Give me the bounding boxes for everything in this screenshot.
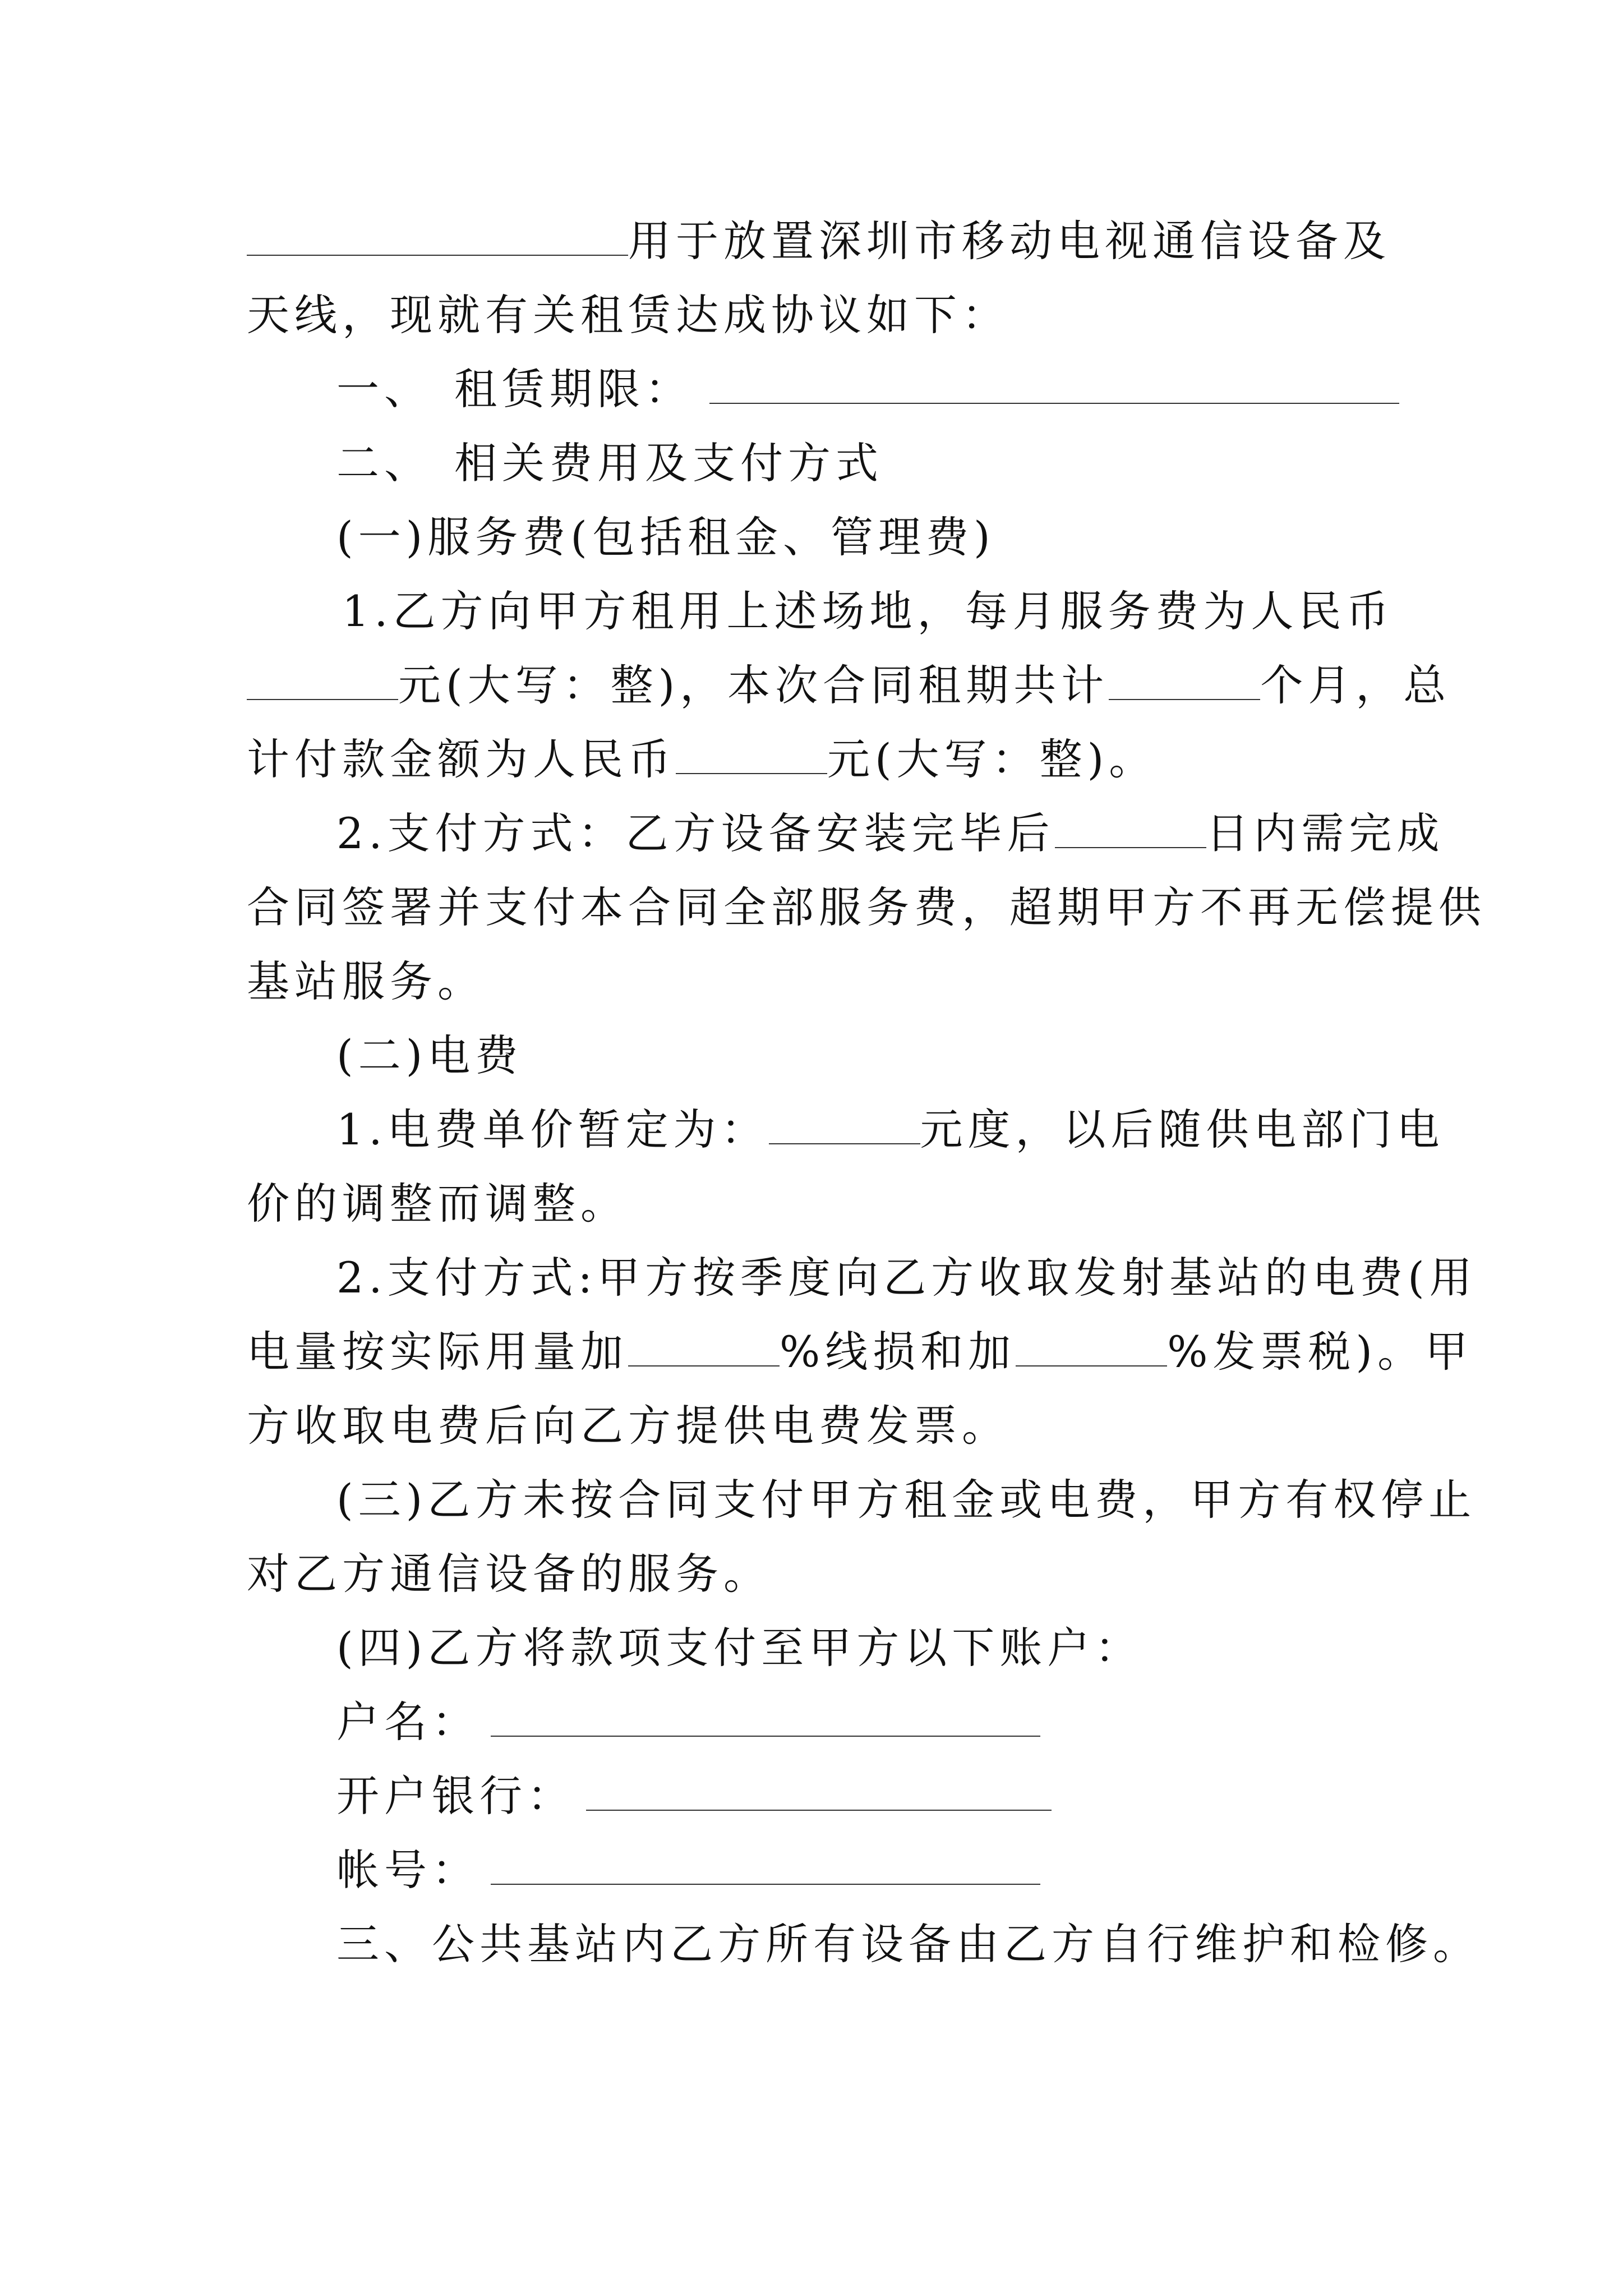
section-heading-1 xyxy=(336,361,1475,417)
fill-blank-unit-price[interactable] xyxy=(769,1106,920,1144)
text-line-6: 1.乙方向甲方租用上述场地，每月服务费为人民币 xyxy=(342,586,1394,636)
text-line-11: 基站服务。 xyxy=(247,956,485,1006)
text-segment: 元(大写：整)，本次合同租期共计 xyxy=(398,660,1109,710)
fill-blank-days[interactable] xyxy=(1055,810,1206,848)
text-segment: %发票税)。甲 xyxy=(1167,1327,1473,1377)
subsection-heading-electricity: (二)电费 xyxy=(336,1030,523,1080)
text-line-9 xyxy=(336,806,1475,862)
section-number: 一、 xyxy=(336,364,432,414)
text-segment: 个月，总 xyxy=(1260,660,1451,710)
text-line-15: 2.支付方式:甲方按季度向乙方收取发射基站的电费(用 xyxy=(336,1253,1477,1303)
text-line-8 xyxy=(247,731,1385,788)
bank-row xyxy=(336,1768,1475,1824)
section-title: 租赁期限： xyxy=(454,364,693,414)
bank-label: 开户银行： xyxy=(336,1771,575,1821)
text-segment: 1.电费单价暂定为： xyxy=(336,1105,769,1154)
text-line-20: (四)乙方将款项支付至甲方以下账户： xyxy=(336,1623,1143,1673)
bank-field[interactable] xyxy=(586,1773,1052,1811)
text-segment: 电量按实际用量加 xyxy=(247,1327,628,1377)
text-segment: 计付款金额为人民币 xyxy=(247,734,676,784)
section-heading-3: 三、公共基站内乙方所有设备由乙方自行维护和检修。 xyxy=(336,1919,1481,1969)
text-segment: 日内需完成 xyxy=(1206,808,1445,858)
fill-blank-invoice-tax[interactable] xyxy=(1016,1328,1167,1366)
text-line-1 xyxy=(247,213,1391,269)
account-number-label: 帐号： xyxy=(336,1845,479,1895)
section-title: 相关费用及支付方式 xyxy=(454,438,883,488)
text-segment: 用于放置深圳市移动电视通信设备及 xyxy=(628,216,1391,266)
text-line-14: 价的调整而调整。 xyxy=(247,1179,628,1228)
fill-blank-monthly-fee[interactable] xyxy=(247,662,398,700)
fill-blank-months[interactable] xyxy=(1109,662,1260,700)
text-line-7 xyxy=(247,657,1451,714)
account-number-row xyxy=(336,1842,1475,1898)
text-line-10: 合同签署并支付本合同全部服务费，超期甲方不再无偿提供 xyxy=(247,882,1486,932)
text-segment: 2.支付方式：乙方设备安装完毕后 xyxy=(336,808,1055,858)
text-line-16 xyxy=(247,1324,1473,1380)
text-segment: 元(大写：整)。 xyxy=(827,734,1157,784)
account-number-field[interactable] xyxy=(491,1847,1040,1885)
section-heading-2 xyxy=(336,435,1475,491)
section-number: 二、 xyxy=(336,438,432,488)
subsection-heading-service-fee: (一)服务费(包括租金、管理费) xyxy=(336,512,995,562)
account-name-row xyxy=(336,1694,1475,1750)
text-line-18: (三)乙方未按合同支付甲方租金或电费，甲方有权停止 xyxy=(336,1475,1477,1525)
text-segment: %线损和加 xyxy=(780,1327,1016,1377)
fill-blank-total-amount[interactable] xyxy=(676,736,827,774)
fill-blank-location[interactable] xyxy=(247,218,628,256)
account-name-field[interactable] xyxy=(491,1699,1040,1737)
fill-blank-line-loss[interactable] xyxy=(628,1328,780,1366)
text-line-13 xyxy=(336,1102,1475,1158)
text-line-2: 天线，现就有关租赁达成协议如下： xyxy=(247,290,1009,340)
text-segment: 元度，以后随供电部门电 xyxy=(920,1105,1445,1154)
account-name-label: 户名： xyxy=(336,1697,479,1747)
text-line-19: 对乙方通信设备的服务。 xyxy=(247,1549,771,1599)
text-line-17: 方收取电费后向乙方提供电费发票。 xyxy=(247,1401,1009,1451)
fill-blank-lease-term[interactable] xyxy=(709,366,1399,404)
